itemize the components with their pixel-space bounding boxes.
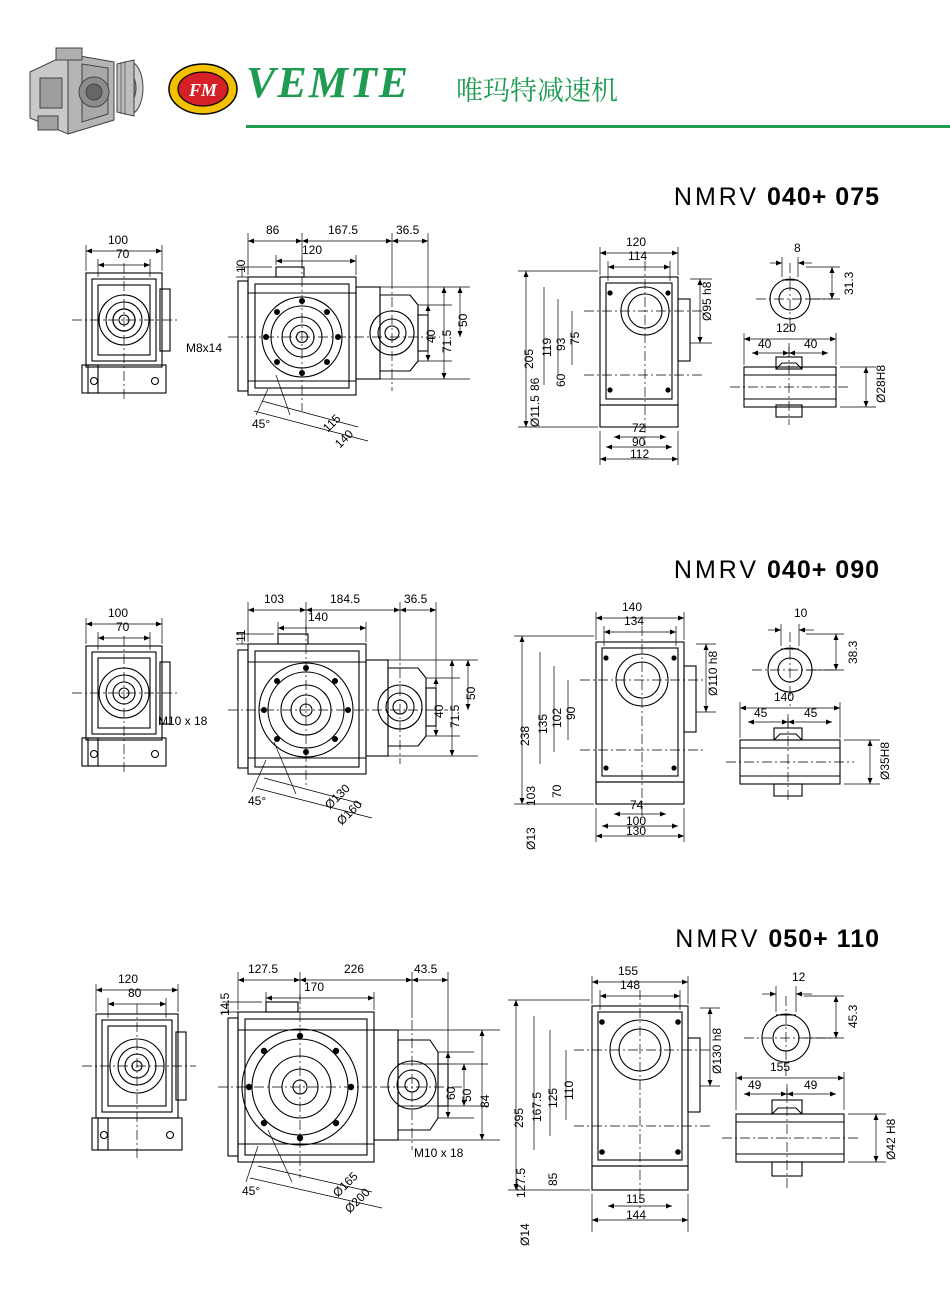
dim3-d42h8: Ø42 H8 xyxy=(884,1118,898,1160)
dim2-102: 102 xyxy=(550,707,564,728)
dim2-11: 11 xyxy=(234,629,248,642)
dim2-d110h8: Ø110 h8 xyxy=(706,650,720,696)
dim-d11-5: Ø11.5 xyxy=(528,395,542,427)
dim-36-5: 36.5 xyxy=(396,223,420,237)
dim3-155-detail: 155 xyxy=(770,1060,791,1074)
dim2-135: 135 xyxy=(536,713,550,734)
dim3-d130h8: Ø130 h8 xyxy=(710,1027,724,1074)
dim2-140-right: 140 xyxy=(622,600,643,614)
dim-40a: 40 xyxy=(758,337,772,351)
section-title-3: NMRV 050+ 110 xyxy=(675,925,880,953)
dim2-38-3: 38.3 xyxy=(846,640,860,664)
dim2-d13: Ø13 xyxy=(524,827,538,850)
dim-86-right: 86 xyxy=(528,377,542,391)
dim2-100-right: 100 xyxy=(626,814,647,828)
dim2-103: 103 xyxy=(264,592,285,606)
dim2-140: 140 xyxy=(308,610,329,624)
dim2-d35h8: Ø35H8 xyxy=(878,741,892,780)
drawing-svg-2 xyxy=(0,588,950,873)
dim-70: 70 xyxy=(116,247,130,261)
brand-name-chinese: 唯玛特减速机 xyxy=(456,76,618,107)
dim3-84: 84 xyxy=(478,1094,492,1108)
dim3-43-5: 43.5 xyxy=(414,962,438,976)
dim2-45deg: 45° xyxy=(248,794,267,808)
dim-140: 140 xyxy=(332,426,357,451)
dim-100: 100 xyxy=(108,233,129,247)
section-title-1: NMRV 040+ 075 xyxy=(673,183,880,211)
drawing-nmrv-050-110 xyxy=(0,960,950,1260)
dim2-130: 130 xyxy=(626,824,647,838)
dim3-14-5: 14.5 xyxy=(218,992,232,1016)
dim-72: 72 xyxy=(632,421,646,435)
dim-71-5: 71.5 xyxy=(440,329,454,353)
drawing-nmrv-040-075 xyxy=(0,215,950,485)
dim2-70: 70 xyxy=(116,620,130,634)
dim3-85: 85 xyxy=(546,1172,560,1186)
dim2-74: 74 xyxy=(630,798,644,812)
dim3-45deg: 45° xyxy=(242,1184,261,1198)
gearbox-photo-icon xyxy=(22,42,152,142)
dim3-127-5: 127.5 xyxy=(248,962,279,976)
dim-40b: 40 xyxy=(804,337,818,351)
dim-31-3: 31.3 xyxy=(842,271,856,295)
dim2-238: 238 xyxy=(518,725,532,746)
dim2-184-5: 184.5 xyxy=(330,592,361,606)
dim3-127-5b: 127.5 xyxy=(514,1167,528,1198)
dim2-10-detail: 10 xyxy=(794,606,808,620)
dim3-226: 226 xyxy=(344,962,365,976)
dim3-148: 148 xyxy=(620,978,641,992)
dim-93: 93 xyxy=(554,337,568,351)
dim-90: 90 xyxy=(632,435,646,449)
dim-40: 40 xyxy=(424,329,438,343)
dim3-49b: 49 xyxy=(804,1078,818,1092)
dim-119: 119 xyxy=(540,337,554,357)
dim2-70-right: 70 xyxy=(550,784,564,798)
dim-d95h8: Ø95 h8 xyxy=(700,281,714,321)
page-header xyxy=(0,0,950,150)
dim3-12-detail: 12 xyxy=(792,970,806,984)
drawing-svg-1 xyxy=(0,215,950,490)
dim-8: 8 xyxy=(794,241,801,255)
dim3-d165: Ø165 xyxy=(330,1169,361,1200)
dim-75: 75 xyxy=(568,331,582,345)
dim3-80: 80 xyxy=(128,986,142,1000)
dim3-50: 50 xyxy=(460,1088,474,1102)
dim2-d160: Ø160 xyxy=(334,797,365,828)
dim2-40: 40 xyxy=(432,704,446,718)
dim2-90: 90 xyxy=(564,706,578,720)
dim3-155: 155 xyxy=(618,964,639,978)
dim2-36-5: 36.5 xyxy=(404,592,428,606)
dim2-45a: 45 xyxy=(754,706,768,720)
dim2-140-detail: 140 xyxy=(774,690,795,704)
dim3-295: 295 xyxy=(512,1107,526,1128)
dim-167-5: 167.5 xyxy=(328,223,359,237)
dim3-167-5: 167.5 xyxy=(530,1091,544,1122)
dim3-120: 120 xyxy=(118,972,139,986)
dim-120-right: 120 xyxy=(626,235,647,249)
dim-86: 86 xyxy=(266,223,280,237)
dim3-110: 110 xyxy=(562,1080,576,1100)
dim3-45-3: 45.3 xyxy=(846,1004,860,1028)
dim2-71-5: 71.5 xyxy=(448,704,462,728)
dim3-60: 60 xyxy=(444,1086,458,1100)
dim-114: 114 xyxy=(628,249,648,263)
note3-m10x18: M10 x 18 xyxy=(414,1146,464,1160)
dim-120-front: 120 xyxy=(302,243,323,257)
vemte-oval-badge-icon xyxy=(168,63,238,115)
drawing-svg-3 xyxy=(0,960,950,1260)
dim-112: 112 xyxy=(630,447,650,461)
dim-115: 115 xyxy=(320,411,344,435)
dim-50: 50 xyxy=(456,313,470,327)
dim-d28h8: Ø28H8 xyxy=(874,364,888,403)
dim3-49a: 49 xyxy=(748,1078,762,1092)
dim3-d200: Ø200 xyxy=(342,1185,373,1216)
note-m8x14: M8x14 xyxy=(186,341,223,355)
dim3-144: 144 xyxy=(626,1208,647,1222)
dim3-115: 115 xyxy=(626,1192,646,1206)
note2-m10x18: M10 x 18 xyxy=(158,714,208,728)
dim3-d14: Ø14 xyxy=(518,1223,532,1246)
dim-120-detail: 120 xyxy=(776,321,797,335)
dim2-50: 50 xyxy=(464,686,478,700)
section-title-2: NMRV 040+ 090 xyxy=(673,556,880,584)
dim3-125: 125 xyxy=(546,1087,560,1108)
dim2-d130: Ø130 xyxy=(322,781,353,812)
dim2-45b: 45 xyxy=(804,706,818,720)
dim-205: 205 xyxy=(522,348,536,369)
dim-60: 60 xyxy=(554,373,568,387)
drawing-nmrv-040-090 xyxy=(0,588,950,868)
dim3-170: 170 xyxy=(304,980,325,994)
brand-name: VEMTE xyxy=(246,58,411,107)
dim2-103-right: 103 xyxy=(524,785,538,806)
dim-10: 10 xyxy=(234,259,248,273)
dim2-134: 134 xyxy=(624,614,645,628)
brand-divider xyxy=(246,125,950,128)
dim-45deg: 45° xyxy=(252,417,271,431)
svg-text:FM: FM xyxy=(188,80,218,100)
dim2-100: 100 xyxy=(108,606,129,620)
